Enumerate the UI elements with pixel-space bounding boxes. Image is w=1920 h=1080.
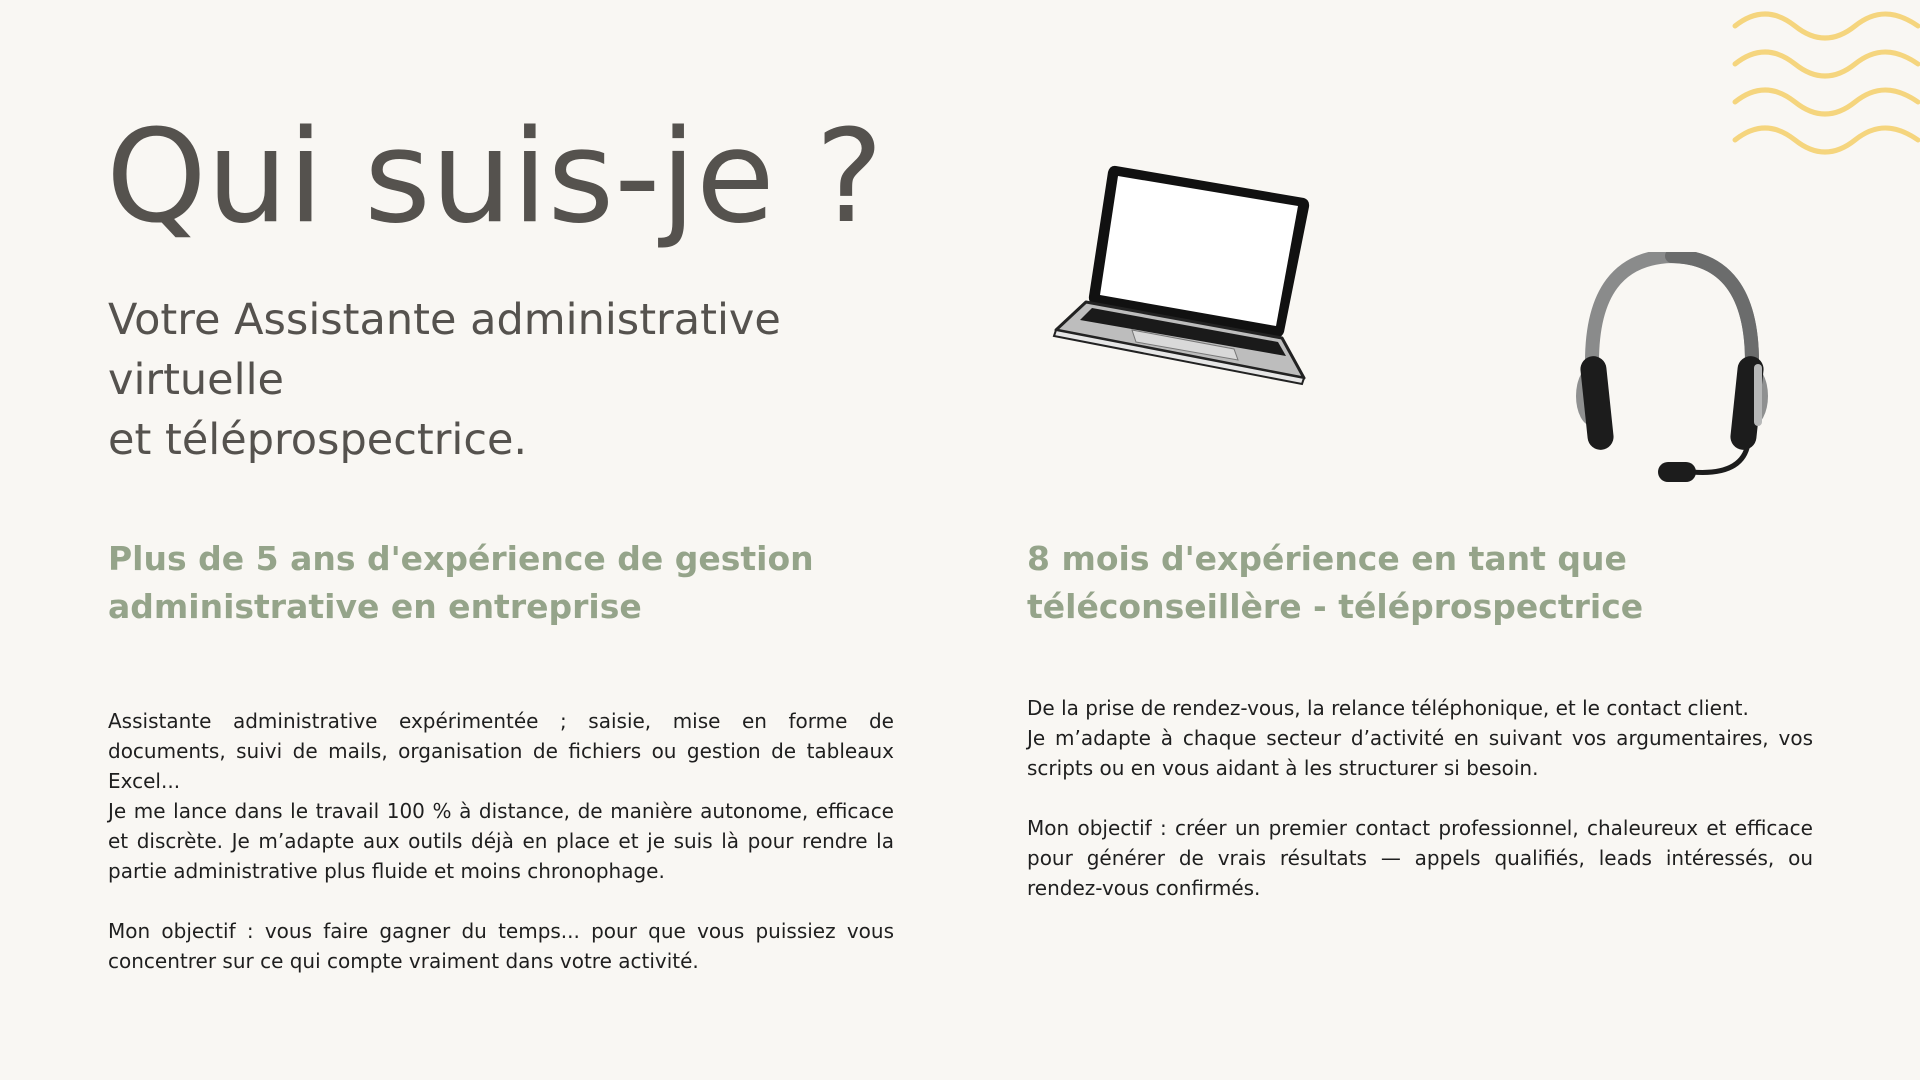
right-heading-line-2: téléconseillère - téléprospectrice (1027, 587, 1644, 626)
page-title: Qui suis-je ? (106, 103, 884, 252)
left-paragraph-1: Assistante administrative expérimentée ; saisie, mise en forme de documents, suivi de mails, organisation de fichiers ou gestion de tableaux Excel... (108, 709, 894, 793)
left-paragraph-3: Mon objectif : vous faire gagner du temps... pour que vous puissiez vous concentrer sur ce qui compte vraiment dans votre activité. (108, 919, 894, 973)
right-heading-line-1: 8 mois d'expérience en tant que (1027, 539, 1627, 578)
wavy-lines-decoration (1730, 8, 1920, 158)
page-subtitle (108, 290, 968, 470)
right-column-body (1027, 693, 1813, 903)
right-paragraph-2: Je m’adapte à chaque secteur d’activité en suivant vos argumentaires, vos scripts ou en vous aidant à les structurer si besoin. (1027, 726, 1813, 780)
left-column-heading (108, 535, 814, 631)
right-paragraph-3: Mon objectif : créer un premier contact professionnel, chaleureux et efficace pour générer de vrais résultats — appels qualifiés, leads intéressés, ou rendez-vous confirmés. (1027, 816, 1813, 900)
left-column-body (108, 706, 894, 976)
subtitle-line-1: Votre Assistante administrative virtuelle (108, 295, 781, 405)
right-paragraph-1: De la prise de rendez-vous, la relance téléphonique, et le contact client. (1027, 696, 1749, 720)
right-column-heading (1027, 535, 1643, 631)
left-heading-line-2: administrative en entreprise (108, 587, 642, 626)
left-heading-line-1: Plus de 5 ans d'expérience de gestion (108, 539, 814, 578)
laptop-icon (1052, 160, 1312, 390)
subtitle-line-2: et téléprospectrice. (108, 415, 528, 465)
left-paragraph-2: Je me lance dans le travail 100 % à distance, de manière autonome, efficace et discrète. Je m’adapte aux outils déjà en place et je suis là pour rendre la partie administrative plus fluide et moins chronophage. (108, 799, 894, 883)
headset-icon (1562, 252, 1782, 492)
